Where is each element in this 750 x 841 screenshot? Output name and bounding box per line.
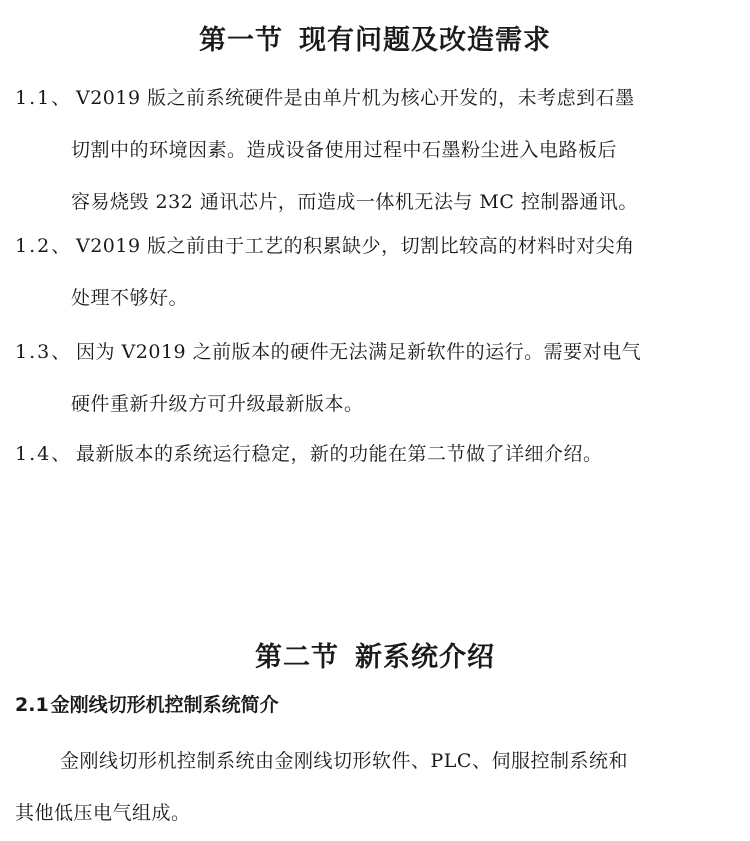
paragraph-line: 金刚线切形机控制系统由金刚线切形软件、PLC、伺服控制系统和: [60, 750, 628, 772]
section-1-title: 现有问题及改造需求: [299, 25, 551, 56]
paragraph-line: 其他低压电气组成。: [15, 802, 191, 824]
section-1-heading: [0, 24, 750, 58]
section-1-number: 第一节: [199, 25, 283, 56]
item-text-line: V2019 版之前由于工艺的积累缺少，切割比较高的材料时对尖角: [76, 235, 635, 257]
item-text-line: 最新版本的系统运行稳定，新的功能在第二节做了详细介绍。: [76, 443, 603, 465]
subsection-title: 金刚线切形机控制系统简介: [50, 694, 279, 716]
item-text-line: 切割中的环境因素。造成设备使用过程中石墨粉尘进入电路板后: [71, 139, 618, 161]
item-text-line: 硬件重新升级方可升级最新版本。: [71, 393, 364, 415]
subsection-number: 2.1: [15, 694, 49, 716]
item-text-line: V2019 版之前系统硬件是由单片机为核心开发的，未考虑到石墨: [76, 87, 635, 109]
subsection-2-1-heading: [15, 688, 279, 722]
section-2-heading: [0, 641, 750, 675]
item-number: 1.3、: [15, 341, 73, 363]
item-number: 1.4、: [15, 443, 73, 465]
item-text-line: 处理不够好。: [71, 287, 189, 309]
item-text-line: 容易烧毁 232 通讯芯片，而造成一体机无法与 MC 控制器通讯。: [71, 191, 638, 213]
item-number: 1.1、: [15, 87, 73, 109]
section-2-number: 第二节: [255, 642, 339, 673]
section-2-title: 新系统介绍: [355, 642, 495, 673]
item-text-line: 因为 V2019 之前版本的硬件无法满足新软件的运行。需要对电气: [76, 341, 642, 363]
item-number: 1.2、: [15, 235, 73, 257]
